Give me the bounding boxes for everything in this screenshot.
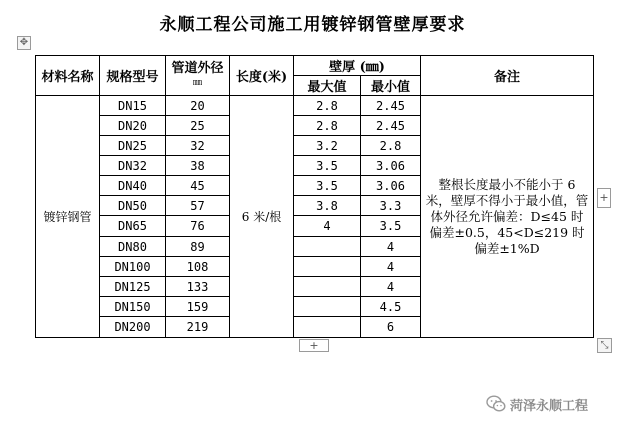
diameter-cell: 20 xyxy=(166,96,230,116)
wall-min-cell: 3.06 xyxy=(361,156,421,176)
wall-max-cell xyxy=(294,297,361,317)
pipe-spec-table xyxy=(35,55,594,338)
note-cell: 整根长度最小不能小于 6 米，壁厚不得小于最小值，管体外径允许偏差：D≤45 时 偏差±0.5，45<D≤219 时 偏差±1%D xyxy=(421,96,594,338)
wall-max-cell: 3.5 xyxy=(294,156,361,176)
table-resize-icon[interactable]: ⤡ xyxy=(597,338,612,353)
diameter-cell: 25 xyxy=(166,116,230,136)
wechat-icon xyxy=(486,395,506,413)
header-note: 备注 xyxy=(421,56,594,96)
wall-max-cell xyxy=(294,237,361,257)
header-wall-thickness: 壁厚 (㎜) xyxy=(294,56,421,76)
diameter-cell: 76 xyxy=(166,216,230,237)
spec-cell: DN20 xyxy=(100,116,166,136)
diameter-cell: 133 xyxy=(166,277,230,297)
watermark xyxy=(486,394,588,414)
wall-max-cell xyxy=(294,277,361,297)
spec-cell: DN25 xyxy=(100,136,166,156)
spec-cell: DN100 xyxy=(100,257,166,277)
table-body xyxy=(36,96,594,338)
wall-min-cell: 2.45 xyxy=(361,96,421,116)
material-cell: 镀锌钢管 xyxy=(36,96,100,338)
table-move-icon[interactable]: ✥ xyxy=(17,36,31,50)
header-diameter-unit: ㎜ xyxy=(192,77,202,88)
wall-min-cell: 2.45 xyxy=(361,116,421,136)
table-row xyxy=(36,96,594,116)
wall-min-cell: 3.06 xyxy=(361,176,421,196)
diameter-cell: 45 xyxy=(166,176,230,196)
wall-max-cell: 3.2 xyxy=(294,136,361,156)
length-cell: 6 米/根 xyxy=(230,96,294,338)
wall-min-cell: 3.5 xyxy=(361,216,421,237)
wall-min-cell: 2.8 xyxy=(361,136,421,156)
header-diameter xyxy=(166,56,230,96)
wall-max-cell: 2.8 xyxy=(294,116,361,136)
wall-max-cell: 3.8 xyxy=(294,196,361,216)
wall-max-cell xyxy=(294,317,361,338)
header-spec: 规格型号 xyxy=(100,56,166,96)
header-wall-max: 最大值 xyxy=(294,76,361,96)
wall-min-cell: 4 xyxy=(361,277,421,297)
watermark-text: 菏泽永顺工程 xyxy=(510,398,589,414)
spec-cell: DN125 xyxy=(100,277,166,297)
diameter-cell: 159 xyxy=(166,297,230,317)
wall-min-cell: 4 xyxy=(361,237,421,257)
spec-cell: DN32 xyxy=(100,156,166,176)
spec-cell: DN80 xyxy=(100,237,166,257)
wall-min-cell: 6 xyxy=(361,317,421,338)
header-wall-min: 最小值 xyxy=(361,76,421,96)
wall-max-cell: 3.5 xyxy=(294,176,361,196)
diameter-cell: 108 xyxy=(166,257,230,277)
diameter-cell: 32 xyxy=(166,136,230,156)
add-column-icon[interactable]: + xyxy=(597,188,611,208)
document-title: 永顺工程公司施工用镀锌钢管壁厚要求 xyxy=(159,15,466,35)
diameter-cell: 219 xyxy=(166,317,230,338)
wall-max-cell xyxy=(294,257,361,277)
spec-cell: DN40 xyxy=(100,176,166,196)
diameter-cell: 57 xyxy=(166,196,230,216)
header-length: 长度(米) xyxy=(230,56,294,96)
wall-max-cell: 2.8 xyxy=(294,96,361,116)
add-row-icon[interactable]: + xyxy=(299,339,329,352)
wall-max-cell: 4 xyxy=(294,216,361,237)
header-diameter-label: 管道外径 xyxy=(171,60,224,76)
wall-min-cell: 4 xyxy=(361,257,421,277)
spec-cell: DN15 xyxy=(100,96,166,116)
wall-min-cell: 4.5 xyxy=(361,297,421,317)
spec-cell: DN65 xyxy=(100,216,166,237)
header-material: 材料名称 xyxy=(36,56,100,96)
spec-cell: DN200 xyxy=(100,317,166,338)
spec-cell: DN150 xyxy=(100,297,166,317)
diameter-cell: 38 xyxy=(166,156,230,176)
spec-cell: DN50 xyxy=(100,196,166,216)
wall-min-cell: 3.3 xyxy=(361,196,421,216)
diameter-cell: 89 xyxy=(166,237,230,257)
